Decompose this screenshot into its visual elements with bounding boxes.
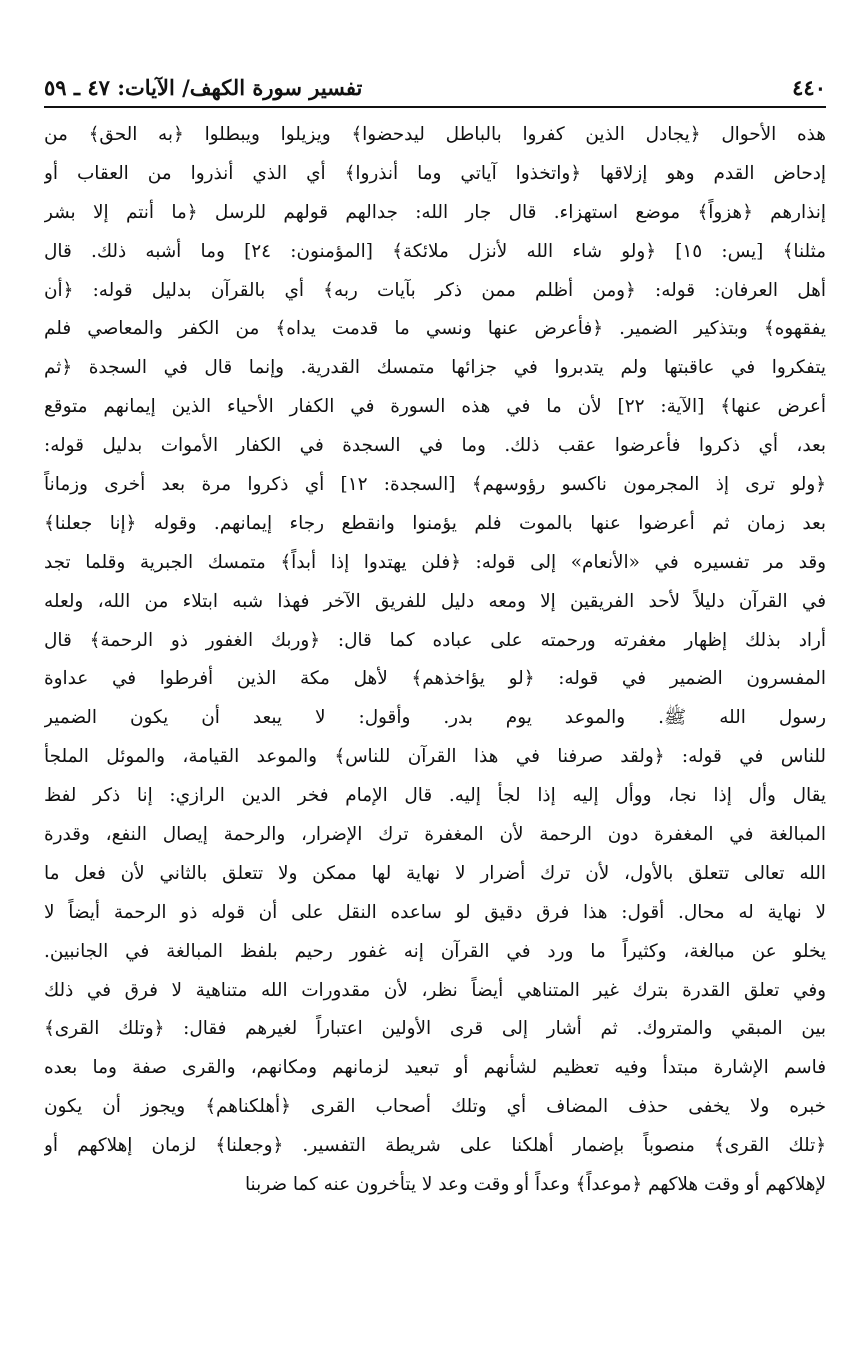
- text-line: ﴿تلك القرى﴾ منصوباً بإضمار أهلكنا على شريطة التفسير. ﴿وجعلنا﴾ لزمان إهلاكهم أو: [44, 1135, 826, 1157]
- text-line: رسول الله ﷺ. والموعد يوم بدر. وأقول: لا يبعد أن يكون الضمير: [44, 707, 826, 729]
- text-line: فاسم الإشارة مبتدأ وفيه تعظيم لشأنهم أو تبعيد لزمانهم ومكانهم، والقرى صفة وما بعده: [44, 1057, 826, 1079]
- text-line: في القرآن دليلاً لأحد الفريقين إلا ومعه دليل للفريق الآخر فهذا شبه ابتلاء من الله، ولعله: [44, 590, 826, 612]
- running-title: تفسير سورة الكهف/ الآيات: ٤٧ ـ ٥٩: [44, 75, 363, 100]
- text-line: الله تعالى تتعلق بالأول، لأن ترك أضرار لا نهاية لها ممكن ولا تتعلق بالثاني لأن فعل ما: [44, 862, 826, 884]
- text-line: إدحاض القدم وهو إزلاقها ﴿واتخذوا آياتي وما أنذروا﴾ أي الذي أنذروا من العقاب أو: [44, 162, 826, 184]
- text-line: يقال وأل إذا نجا، ووأل إليه إذا لجأ إليه. قال الإمام فخر الدين الرازي: إنا ذكر لفظ: [44, 785, 826, 807]
- page-number: ٤٤٠: [792, 75, 826, 100]
- text-line: أراد بذلك إظهار مغفرته ورحمته على عباده كما قال: ﴿وربك الغفور ذو الرحمة﴾ قال: [44, 629, 826, 651]
- body-text: [44, 116, 826, 1205]
- text-line: ﴿ولو ترى إذ المجرمون ناكسو رؤوسهم﴾ [السجدة: ١٢] أي ذكروا مرة بعد أخرى وزماناً: [44, 474, 826, 496]
- book-page: [44, 66, 826, 1306]
- text-line: وفي تعلق القدرة بترك غير المتناهي أيضاً نظر، لأن مقدورات الله متناهية لا فرق في ذلك: [44, 979, 826, 1001]
- text-line: المفسرون الضمير في قوله: ﴿لو يؤاخذهم﴾ لأهل مكة الذين أفرطوا في عداوة: [44, 668, 826, 690]
- text-line: بعد زمان ثم أعرضوا عنها بالموت فلم يؤمنوا وانقطع رجاء إيمانهم. وقوله ﴿إنا جعلنا﴾: [44, 512, 826, 534]
- text-line: لإهلاكهم أو وقت هلاكهم ﴿موعداً﴾ وعداً أو وقت وعد لا يتأخرون عنه كما ضربنا: [244, 1174, 826, 1196]
- header-rule: [44, 106, 826, 108]
- text-line: يفقهوه﴾ وبتذكير الضمير. ﴿فأعرض عنها ونسي ما قدمت يداه﴾ من الكفر والمعاصي فلم: [44, 318, 826, 340]
- text-line: لا نهاية له محال. أقول: هذا فرق دقيق لو ساعده النقل على أن قوله ذو الرحمة أيضاً لا: [44, 901, 826, 923]
- text-line: مثلنا﴾ [يس: ١٥] ﴿ولو شاء الله لأنزل ملائكة﴾ [المؤمنون: ٢٤] وما أشبه ذلك. قال: [44, 240, 826, 262]
- page-header: [44, 66, 826, 100]
- text-line: هذه الأحوال ﴿يجادل الذين كفروا بالباطل ليدحضوا﴾ ويزيلوا ويبطلوا ﴿به الحق﴾ من: [44, 124, 826, 145]
- text-line: للناس في قوله: ﴿ولقد صرفنا في هذا القرآن للناس﴾ والموعد القيامة، والموئل الملجأ: [44, 746, 826, 768]
- text-line: يتفكروا في عاقبتها ولم يتدبروا في جزائها متمسك القدرية. وإنما قال في السجدة ﴿ثم: [44, 357, 826, 379]
- text-line: خبره ولا يخفى حذف المضاف أي وتلك أصحاب القرى ﴿أهلكناهم﴾ ويجوز أن يكون: [44, 1096, 826, 1118]
- text-line: إنذارهم ﴿هزواً﴾ موضع استهزاء. قال جار الله: جدالهم قولهم للرسل ﴿ما أنتم إلا بشر: [44, 201, 826, 223]
- text-line: أعرض عنها﴾ [الآية: ٢٢] لأن ما في هذه السورة في الكفار الأحياء الذين إيمانهم متوقع: [44, 396, 826, 418]
- text-line: بين المبقي والمتروك. ثم أشار إلى قرى الأولين اعتباراً لغيرهم فقال: ﴿وتلك القرى﴾: [44, 1018, 826, 1040]
- text-line: يخلو عن مبالغة، وكثيراً ما ورد في القرآن إنه غفور رحيم بلفظ المبالغة في الجانبين.: [44, 940, 826, 962]
- text-line: المبالغة في المغفرة دون الرحمة لأن المغفرة ترك الإضرار، والرحمة إيصال النفع، وقدرة: [44, 824, 826, 846]
- text-line: وقد مر تفسيره في «الأنعام» إلى قوله: ﴿فلن يهتدوا إذا أبداً﴾ متمسك الجبرية وقلما تجد: [44, 551, 826, 573]
- text-line: أهل العرفان: قوله: ﴿ومن أظلم ممن ذكر بآيات ربه﴾ أي بالقرآن بدليل قوله: ﴿أن: [44, 279, 826, 301]
- text-line: بعد، أي ذكروا فأعرضوا عقب ذلك. وما في السجدة في الكفار الأموات بدليل قوله:: [44, 435, 826, 457]
